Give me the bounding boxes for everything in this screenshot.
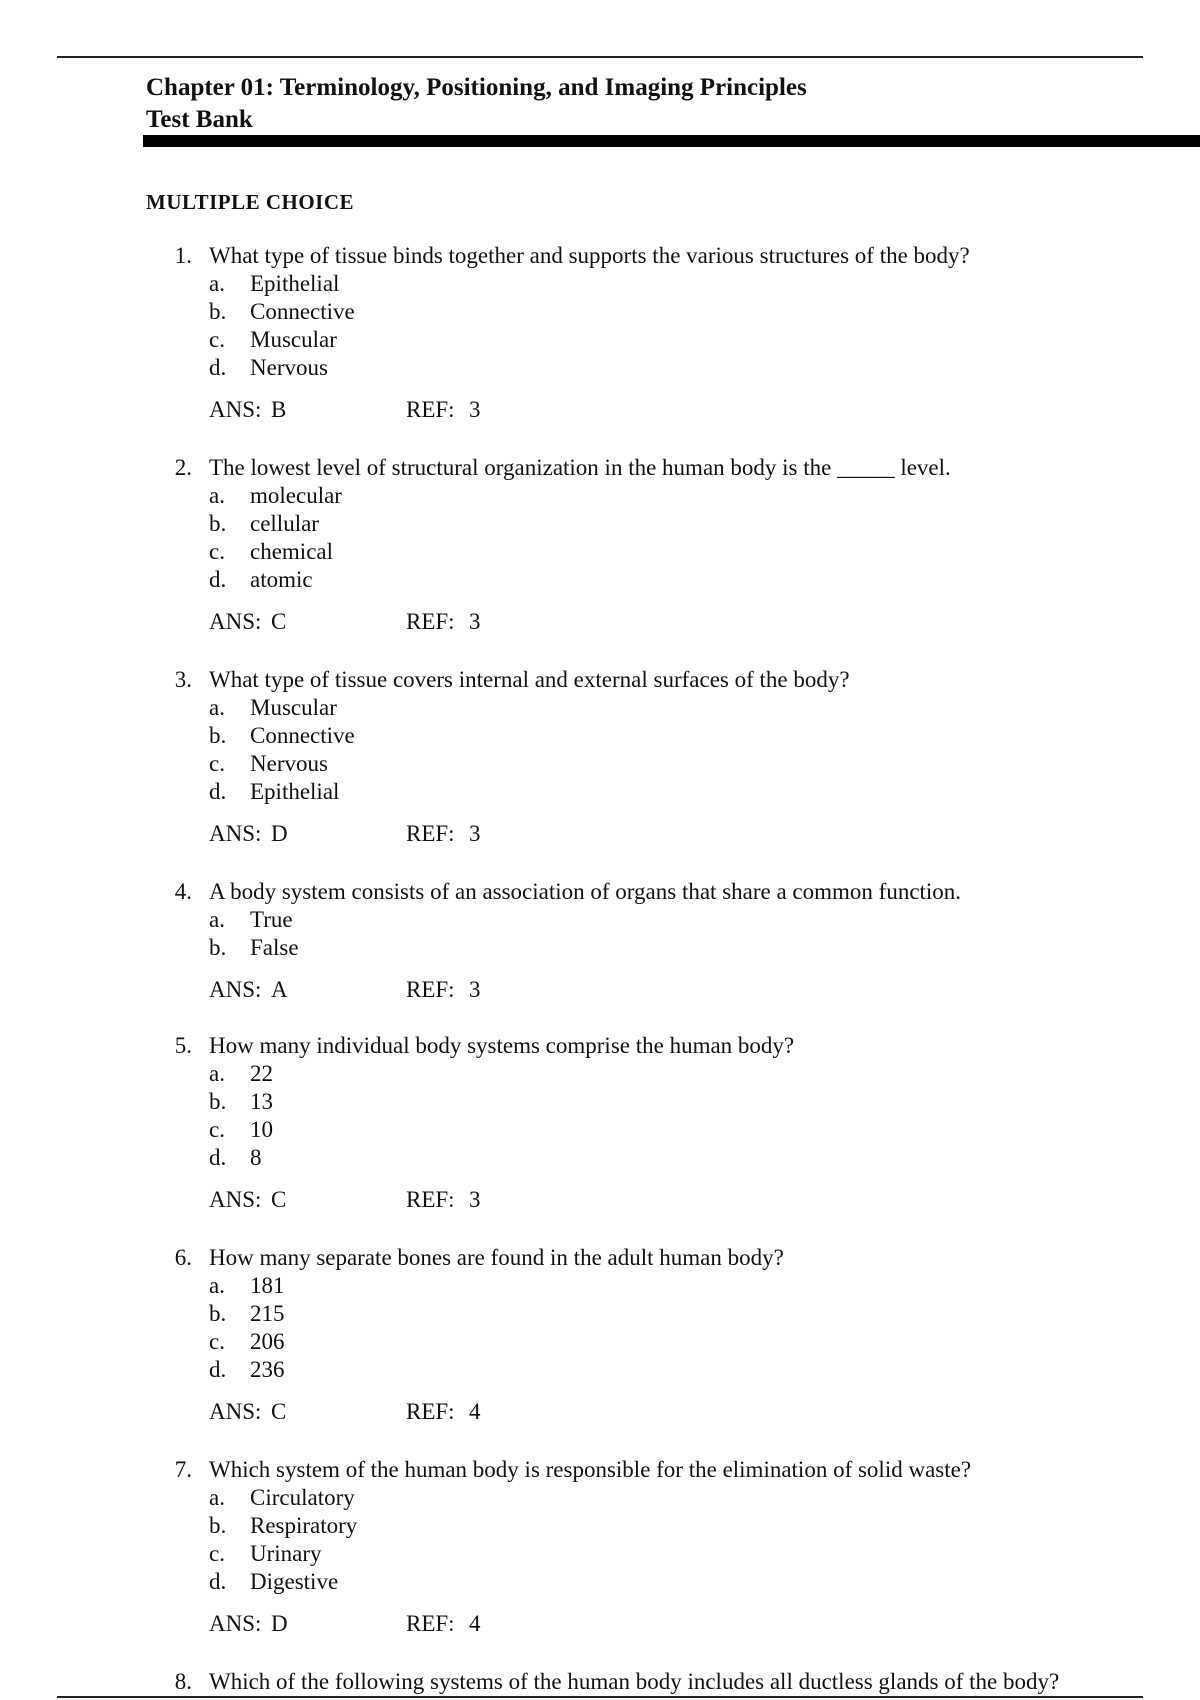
question-number: 1. <box>174 243 192 268</box>
answer-label: ANS: <box>209 1399 262 1424</box>
option-letter: a. <box>209 1273 225 1298</box>
question-text: Which system of the human body is responsible for the elimination of solid waste? <box>209 1457 972 1482</box>
option <box>0 778 1200 806</box>
reference-value: 3 <box>469 977 481 1002</box>
answer-row <box>0 1610 1200 1638</box>
option-text: Muscular <box>250 327 337 352</box>
chapter-subtitle: Test Bank <box>146 106 253 133</box>
option-letter: d. <box>209 779 227 804</box>
reference-label: REF: <box>406 1399 455 1424</box>
question-text: The lowest level of structural organization in the human body is the _____ level. <box>209 455 951 480</box>
question-stem <box>0 1456 1200 1484</box>
answer-row <box>0 1398 1200 1426</box>
top-rule <box>57 56 1143 58</box>
question-4 <box>0 878 1200 1004</box>
option-text: 236 <box>250 1357 285 1382</box>
reference-value: 3 <box>469 821 481 846</box>
answer-value: A <box>271 977 288 1002</box>
option-text: Digestive <box>250 1569 339 1594</box>
option-letter: c. <box>209 751 225 776</box>
option-letter: a. <box>209 1061 225 1086</box>
answer-label: ANS: <box>209 821 262 846</box>
question-stem <box>0 1668 1200 1696</box>
option-text: 206 <box>250 1329 285 1354</box>
option-text: 8 <box>250 1145 262 1170</box>
reference-value: 3 <box>469 397 481 422</box>
option <box>0 1484 1200 1512</box>
option <box>0 270 1200 298</box>
question-stem <box>0 878 1200 906</box>
option-letter: b. <box>209 1089 227 1114</box>
option-letter: a. <box>209 483 225 508</box>
answer-label: ANS: <box>209 1611 262 1636</box>
option-text: 13 <box>250 1089 273 1114</box>
question-stem <box>0 1244 1200 1272</box>
reference-label: REF: <box>406 397 455 422</box>
reference-label: REF: <box>406 821 455 846</box>
question-1 <box>0 242 1200 424</box>
option-letter: d. <box>209 1357 227 1382</box>
answer-label: ANS: <box>209 397 262 422</box>
option-letter: b. <box>209 511 227 536</box>
option-text: Nervous <box>250 751 328 776</box>
answer-label: ANS: <box>209 1187 262 1212</box>
option <box>0 566 1200 594</box>
option-text: atomic <box>250 567 313 592</box>
option-letter: b. <box>209 1301 227 1326</box>
question-number: 4. <box>174 879 192 904</box>
option-text: Circulatory <box>250 1485 355 1510</box>
option <box>0 1144 1200 1172</box>
question-text: Which of the following systems of the human body includes all ductless glands of the body? <box>209 1669 1060 1694</box>
option <box>0 326 1200 354</box>
question-number: 5. <box>174 1033 192 1058</box>
option <box>0 1568 1200 1596</box>
heavy-divider <box>143 135 1200 147</box>
option-letter: c. <box>209 1541 225 1566</box>
option-letter: d. <box>209 1145 227 1170</box>
question-number: 6. <box>174 1245 192 1270</box>
option <box>0 934 1200 962</box>
reference-value: 4 <box>469 1399 481 1424</box>
option-letter: b. <box>209 1513 227 1538</box>
option <box>0 722 1200 750</box>
option-text: molecular <box>250 483 342 508</box>
option <box>0 1356 1200 1384</box>
question-stem <box>0 666 1200 694</box>
question-text: What type of tissue covers internal and external surfaces of the body? <box>209 667 850 692</box>
option <box>0 694 1200 722</box>
option <box>0 1116 1200 1144</box>
chapter-title: Chapter 01: Terminology, Positioning, and Imaging Principles <box>146 74 807 101</box>
option-text: 22 <box>250 1061 273 1086</box>
option <box>0 1328 1200 1356</box>
option-letter: c. <box>209 539 225 564</box>
answer-label: ANS: <box>209 609 262 634</box>
question-2 <box>0 454 1200 636</box>
reference-value: 3 <box>469 609 481 634</box>
question-stem <box>0 242 1200 270</box>
question-text: A body system consists of an association of organs that share a common function. <box>209 879 962 904</box>
option-text: chemical <box>250 539 334 564</box>
option-letter: b. <box>209 299 227 324</box>
reference-label: REF: <box>406 609 455 634</box>
answer-value: C <box>271 1187 287 1212</box>
option-letter: c. <box>209 327 225 352</box>
option-text: 181 <box>250 1273 285 1298</box>
option <box>0 1272 1200 1300</box>
question-text: What type of tissue binds together and supports the various structures of the body? <box>209 243 970 268</box>
answer-value: D <box>271 1611 288 1636</box>
option-letter: a. <box>209 1485 225 1510</box>
question-number: 8. <box>174 1669 192 1694</box>
section-title: MULTIPLE CHOICE <box>146 190 355 214</box>
option <box>0 1512 1200 1540</box>
option <box>0 1540 1200 1568</box>
question-3 <box>0 666 1200 848</box>
question-6 <box>0 1244 1200 1426</box>
option-letter: d. <box>209 355 227 380</box>
option-text: False <box>250 935 299 960</box>
option-text: 215 <box>250 1301 285 1326</box>
option-letter: d. <box>209 1569 227 1594</box>
option-letter: b. <box>209 723 227 748</box>
option <box>0 1300 1200 1328</box>
option-letter: b. <box>209 935 227 960</box>
question-stem <box>0 1032 1200 1060</box>
answer-row <box>0 820 1200 848</box>
reference-label: REF: <box>406 977 455 1002</box>
option <box>0 1060 1200 1088</box>
option-text: 10 <box>250 1117 273 1142</box>
bottom-rule <box>57 1696 1143 1698</box>
answer-row <box>0 608 1200 636</box>
question-7 <box>0 1456 1200 1638</box>
option-text: Respiratory <box>250 1513 358 1538</box>
question-number: 3. <box>174 667 192 692</box>
option-text: Muscular <box>250 695 337 720</box>
answer-value: C <box>271 1399 287 1424</box>
option-text: Nervous <box>250 355 328 380</box>
option-letter: a. <box>209 695 225 720</box>
reference-label: REF: <box>406 1611 455 1636</box>
answer-row <box>0 976 1200 1004</box>
answer-row <box>0 396 1200 424</box>
option <box>0 906 1200 934</box>
option <box>0 1088 1200 1116</box>
answer-value: B <box>271 397 287 422</box>
option-text: Connective <box>250 299 355 324</box>
answer-row <box>0 1186 1200 1214</box>
option-letter: a. <box>209 907 225 932</box>
option <box>0 298 1200 326</box>
question-8 <box>0 1668 1200 1696</box>
option-letter: c. <box>209 1117 225 1142</box>
option-text: Epithelial <box>250 271 340 296</box>
option-text: Connective <box>250 723 355 748</box>
option-text: True <box>250 907 293 932</box>
answer-value: C <box>271 609 287 634</box>
reference-value: 4 <box>469 1611 481 1636</box>
reference-label: REF: <box>406 1187 455 1212</box>
question-text: How many individual body systems comprise the human body? <box>209 1033 795 1058</box>
question-text: How many separate bones are found in the adult human body? <box>209 1245 784 1270</box>
reference-value: 3 <box>469 1187 481 1212</box>
option-letter: c. <box>209 1329 225 1354</box>
question-stem <box>0 454 1200 482</box>
question-number: 2. <box>174 455 192 480</box>
answer-label: ANS: <box>209 977 262 1002</box>
question-5 <box>0 1032 1200 1214</box>
option-text: cellular <box>250 511 319 536</box>
option-letter: d. <box>209 567 227 592</box>
option-text: Epithelial <box>250 779 340 804</box>
option <box>0 538 1200 566</box>
answer-value: D <box>271 821 288 846</box>
option <box>0 510 1200 538</box>
option <box>0 354 1200 382</box>
option-text: Urinary <box>250 1541 322 1566</box>
question-number: 7. <box>174 1457 192 1482</box>
option-letter: a. <box>209 271 225 296</box>
option <box>0 482 1200 510</box>
option <box>0 750 1200 778</box>
